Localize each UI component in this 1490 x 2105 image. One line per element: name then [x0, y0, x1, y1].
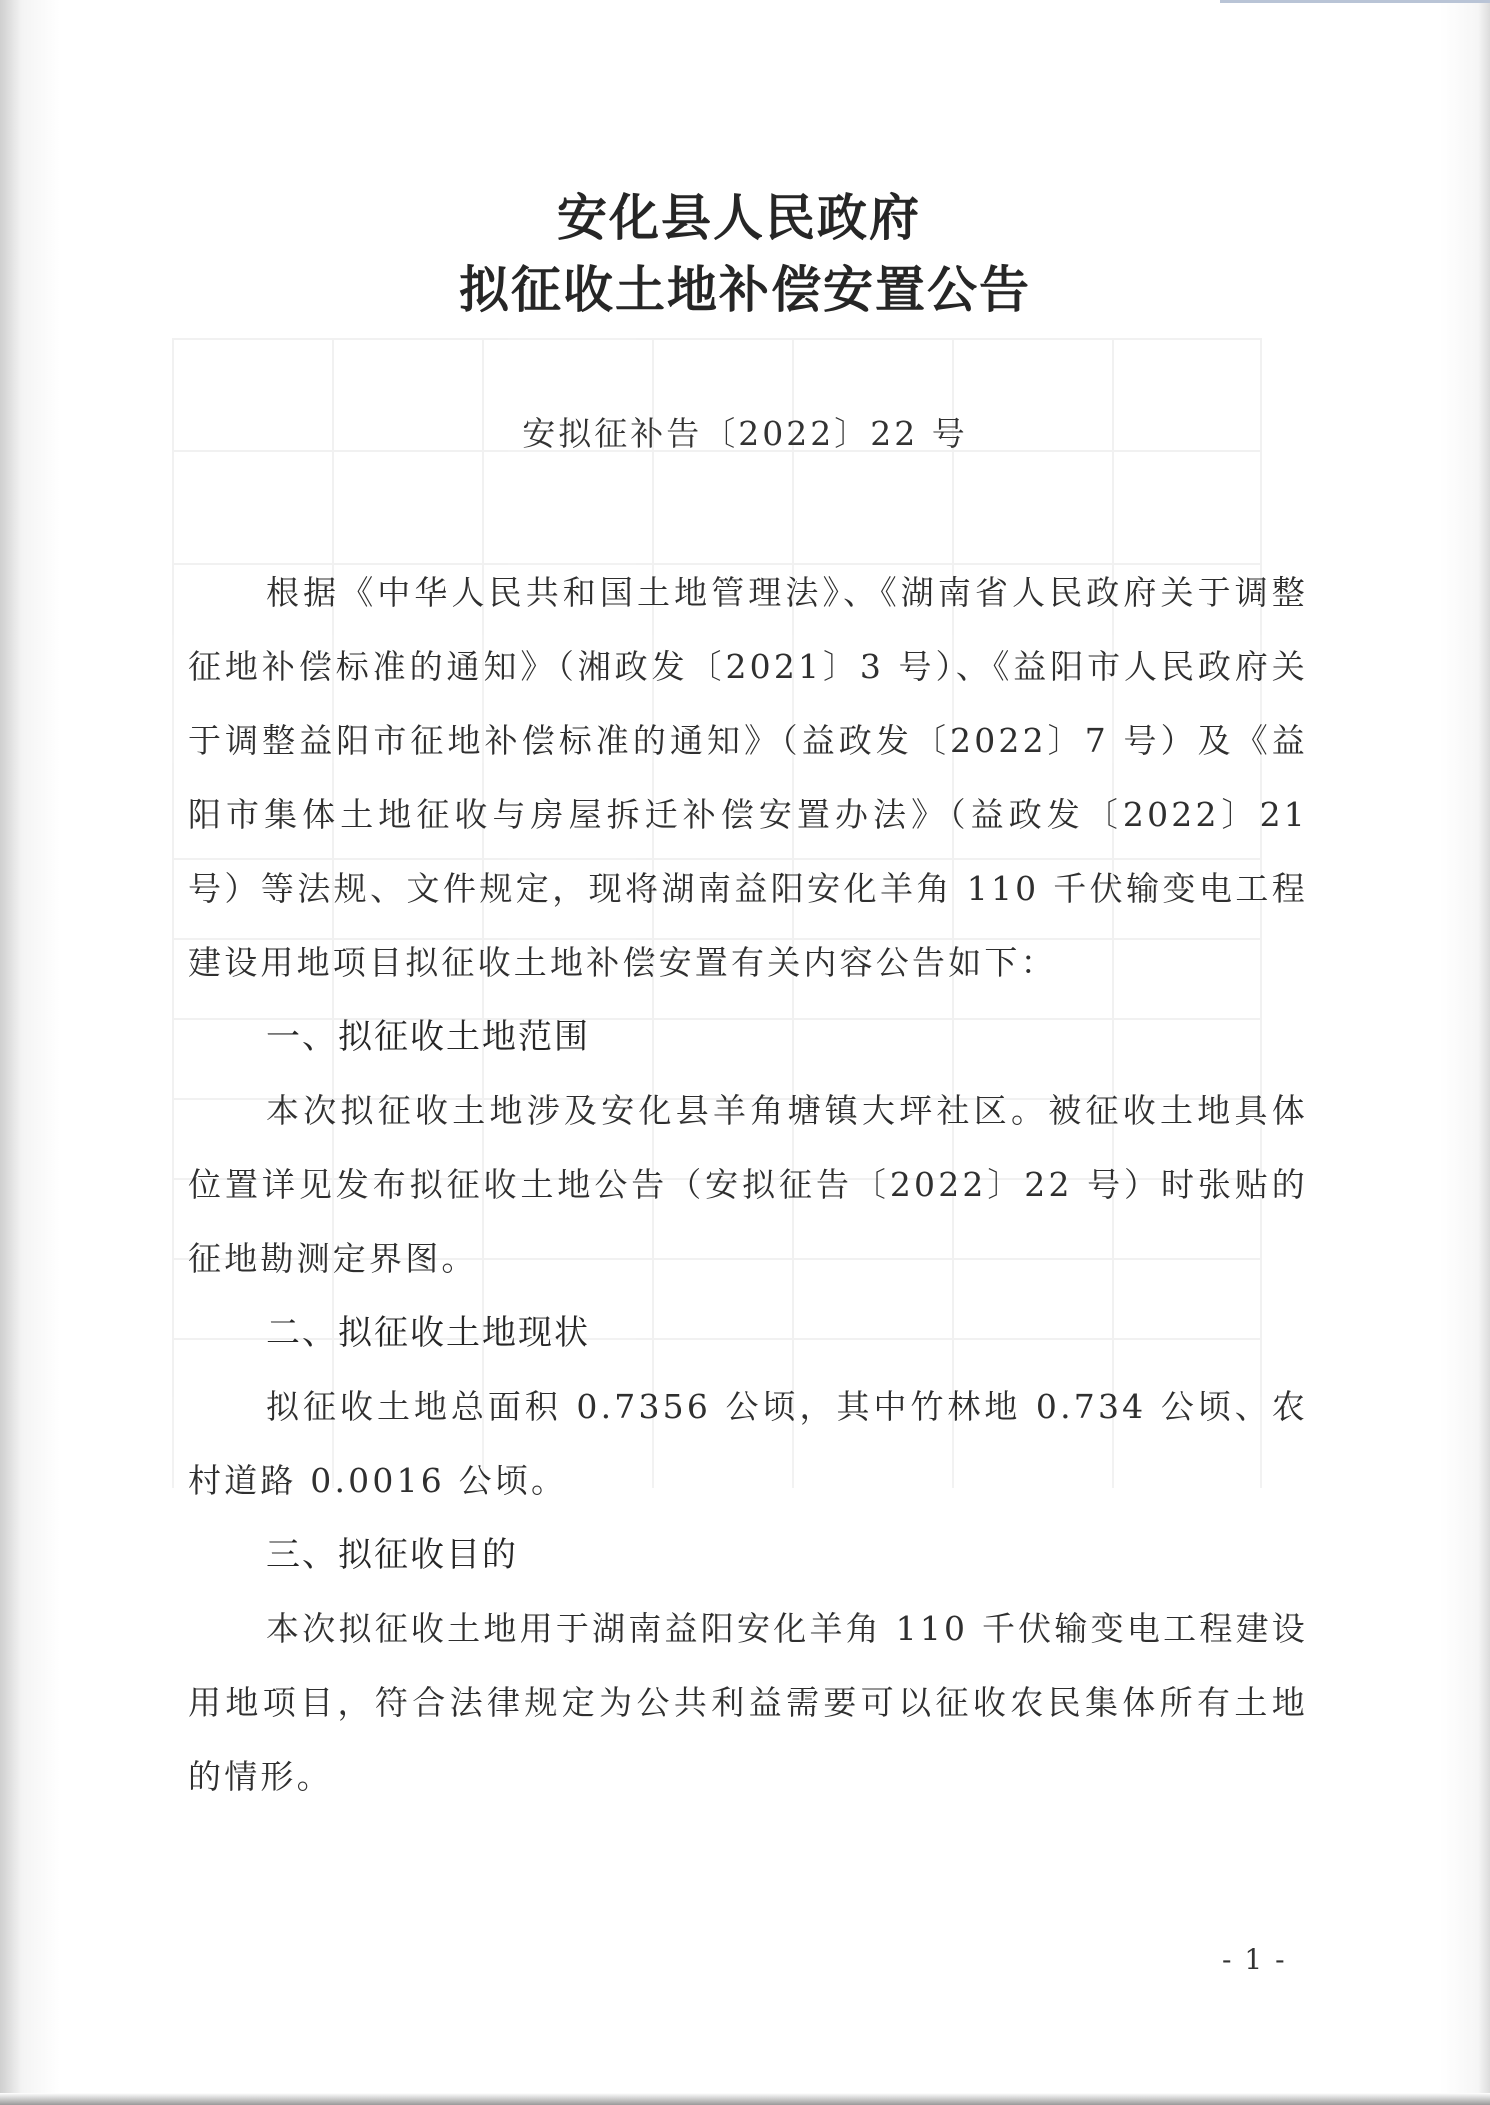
section1-heading: 一、拟征收土地范围 [266, 1017, 590, 1057]
page-number: - 1 - [1222, 1943, 1287, 1976]
scan-edge-top [1220, 0, 1490, 3]
document-title-line1: 安化县人民政府 [557, 189, 921, 247]
intro-paragraph: 根据《中华人民共和国土地管理法》、《湖南省人民政府关于调整征地补偿标准的通知》（湘政发〔2021〕3 号）、《益阳市人民政府关于调整益阳市征地补偿标准的通知》（益政发〔2022〕7 号）及《益阳市集体土地征收与房屋拆迁补偿安置办法》（益政发〔2022〕21 号）等法规、文件规定，现将湖南益阳安化羊角 110 千伏输变电工程建设用地项目拟征收土地补偿安置有关内容公告如下： [188, 573, 1308, 982]
document-body [188, 556, 1308, 1814]
section3-heading: 三、拟征收目的 [266, 1535, 518, 1575]
document-title-line2: 拟征收土地补偿安置公告 [459, 261, 1031, 319]
section3-paragraph: 本次拟征收土地用于湖南益阳安化羊角 110 千伏输变电工程建设用地项目，符合法律规定为公共利益需要可以征收农民集体所有土地的情形。 [188, 1609, 1308, 1796]
document-number: 安拟征补告〔2022〕22 号 [522, 414, 968, 453]
scan-edge-bottom [0, 2093, 1490, 2105]
section2-paragraph: 拟征收土地总面积 0.7356 公顷，其中竹林地 0.734 公顷、农村道路 0.0016 公顷。 [188, 1387, 1308, 1500]
section2-heading: 二、拟征收土地现状 [266, 1313, 590, 1353]
section1-paragraph: 本次拟征收土地涉及安化县羊角塘镇大坪社区。被征收土地具体位置详见发布拟征收土地公告（安拟征告〔2022〕22 号）时张贴的征地勘测定界图。 [188, 1091, 1308, 1278]
